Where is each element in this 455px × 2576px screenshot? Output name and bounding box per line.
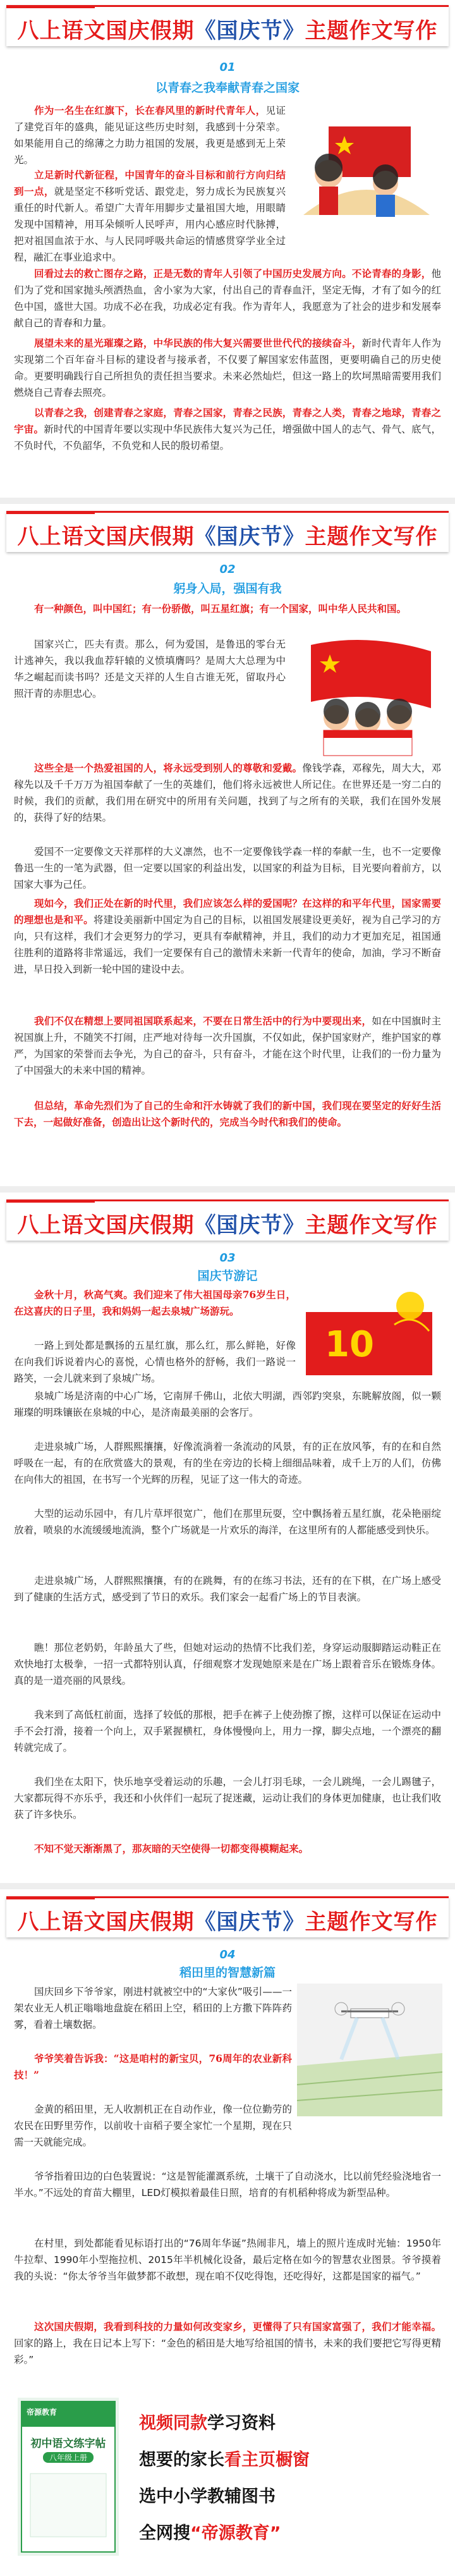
paragraph-highlight: 立足新时代新征程，中国青年的奋斗目标和前行方向归结到一点， xyxy=(14,169,286,197)
paragraph-body: 国庆回乡下爷爷家，刚进村就被空中的“大家伙”吸引——一架农业无人机正嗡嗡地盘旋在稻田上空，稻田的上方撒下阵阵药雾，看着土壤数据。 xyxy=(14,1986,292,2030)
essay-section-4 xyxy=(0,1891,455,2372)
paragraph-highlight: 以青春之我，创建青春之家庭，青春之国家，青春之民族，青春之人类，青春之地球，青春之宇宙。 xyxy=(14,407,441,435)
essay-paragraph xyxy=(14,1707,441,1756)
section-divider xyxy=(0,1186,455,1193)
paragraph-body: 金黄的稻田里，无人收割机正在自动作业，像一位位勤劳的农民在田野里劳作，以前收十亩稻子要全家忙一个星期，现在只需一天就能完成。 xyxy=(14,2104,292,2148)
drone-farm-illustration xyxy=(297,1984,442,2116)
banner-accent-bar xyxy=(6,5,95,8)
section-divider xyxy=(0,1883,455,1889)
paragraph-body: 回家的路上，我在日记本上写下：“金色的稻田是大地写给祖国的情书，未来的我们要把它写得更精彩。” xyxy=(14,2338,441,2365)
essay-paragraph xyxy=(14,1438,441,1488)
paragraph-body: 走进泉城广场，人群熙熙攘攘，好像流淌着一条流动的风景，有的正在放风筝，有的在和自然呼吸在一起，有的在欣赏盛大的景观，有的坐在旁边的长椅上细细品味着，成千上万的人们，仿佛在向伟大的祖国，在书写一个光辉的历程，见证了这一伟大的奇迹。 xyxy=(14,1441,441,1485)
banner-title xyxy=(6,13,449,44)
essay-paragraph xyxy=(14,760,441,826)
essay-paragraph xyxy=(14,167,286,266)
promo-text: 全网搜 xyxy=(139,2524,190,2543)
paragraph-highlight: 展望未来的星光璀璨之路，中华民族的伟大复兴需要世世代代的接续奋斗， xyxy=(34,337,362,349)
paragraph-body: 走进泉城广场，人群熙熙攘攘，有的在跳舞，有的在练习书法，还有的在下棋，在广场上感受到了健康的生活方式，感受到了节日的欢乐。我们家会一起看广场上的节目表演。 xyxy=(14,1575,441,1603)
banner-title-part-b: 《国庆节》 xyxy=(194,1910,305,1935)
paragraph-body: 像钱学森，邓稼先，周大大，邓稼先以及千千万万为祖国奉献了一生的英雄们，他们将永远被世人所记住。在世界还是一穷二白的时候，我们的贡献，我们用在研究中的所用有关问题，找到了与之所有的关联，我们在国外发展的，获得了好的结果。 xyxy=(14,763,441,823)
svg-text:10: 10 xyxy=(325,1324,374,1365)
paragraph-body: 一路上到处都是飘扬的五星红旗，那么红，那么鲜艳，好像在向我们诉说着内心的喜悦，心情也格外的舒畅，我们一路说一路笑，一会儿就来到了泉城广场。 xyxy=(14,1340,296,1384)
essay-paragraph xyxy=(14,1506,441,1538)
essay-number: 01 xyxy=(219,61,236,74)
banner-title-part-a: 八上语文国庆假期 xyxy=(17,524,195,549)
essay-section-2 xyxy=(0,506,455,1157)
paragraph-body: 他们为了党和国家抛头颅洒热血，舍小家为大家，付出自己的青春血汗，坚定无悔，才有了如今的红色中国，盛世大国。功成不必在我，功成必定有我。作为青年人，我愿意为了社会的进步和发展奉献自己的青春和力量。 xyxy=(14,268,441,329)
essay-paragraph xyxy=(14,843,441,893)
paragraph-body: 国家兴亡，匹夫有责。那么，何为爱国，是鲁迅的零台无计逃神矢，我以我血荐轩辕的义愤填膺吗？是周大大总理为中华之崛起而读书吗？还是文天祥的人生自古谁无死，留取丹心照汗青的赤胆忠心。 xyxy=(14,639,286,699)
paragraph-body: 我来到了高低杠前面，选择了较低的那根，把手在裤子上使劲擦了擦，这样可以保证在运动中手不会打滑，接着一个向上，双手紧握横杠，身体慢慢向上，用力一撑，脚尖点地，一个漂亮的翻转就完成了。 xyxy=(14,1709,441,1753)
essay-paragraph xyxy=(14,102,286,168)
essay-number: 04 xyxy=(219,1948,236,1961)
promo-text: 想要的家长 xyxy=(139,2450,224,2470)
essay-paragraph xyxy=(14,1774,441,1823)
section-banner xyxy=(6,1199,449,1241)
essay-section-3 xyxy=(0,1194,455,1903)
paragraph-body: 瞧！那位老奶奶，年龄虽大了些，但她对运动的热情不比我们差，身穿运动服脚踏运动鞋正在欢快地打太极拳，一招一式都特别认真，仔细观察才发现她原来是在广场上跟着音乐在锻炼身体。真的是一道亮丽的风景线。 xyxy=(14,1642,441,1686)
section-banner xyxy=(6,5,449,46)
essay-section-1 xyxy=(0,0,455,493)
banner-title xyxy=(6,1904,449,1935)
book-brand: 帝源教育 xyxy=(27,2408,58,2417)
paragraph-body: 我们坐在太阳下，快乐地享受着运动的乐趣，一会儿打羽毛球，一会儿跳绳，一会儿踢毽子，大家都玩得不亦乐乎，我还和小伙伴们一起玩了捉迷藏，运动让我们的身体更加健康，也让我们收获了许多快乐。 xyxy=(14,1776,441,1820)
banner-title-part-a: 八上语文国庆假期 xyxy=(17,1910,195,1935)
promo-highlight: 视频同款 xyxy=(139,2413,207,2433)
essay-paragraph xyxy=(14,2319,441,2368)
banner-title xyxy=(6,1208,449,1239)
promo-line-4 xyxy=(139,2519,281,2544)
book-grade: 八年级上册 xyxy=(43,2452,94,2463)
essay-paragraph xyxy=(14,1640,441,1689)
promo-text: 选中小学教辅图书 xyxy=(139,2487,276,2506)
paragraph-highlight: 这些全是一个热爱祖国的人，将永远受到别人的尊敬和爱戴。 xyxy=(34,762,303,774)
banner-title-part-c: 主题作文写作 xyxy=(305,1910,438,1935)
essay-subtitle: 国庆节游记 xyxy=(197,1269,258,1283)
national-day-illustration xyxy=(300,1287,439,1382)
flag-children-illustration xyxy=(292,632,444,759)
section-divider xyxy=(0,498,455,504)
paragraph-body: 新时代青年人作为实现第二个百年奋斗目标的建设者与接承者，不仅要了解国家宏伟蓝图，更要明确自己的历史使命。更要明确践行自己所担负的责任担当要求。未来必然灿烂，但这一路上的坎坷黑暗需要用我们燃烧自己青春去照亮。 xyxy=(14,338,441,398)
essay-paragraph xyxy=(14,895,441,978)
banner-title-part-c: 主题作文写作 xyxy=(305,1213,438,1238)
section-banner xyxy=(6,511,449,552)
essay-paragraph xyxy=(14,2235,441,2285)
paragraph-body: 新时代的中国青年要以实现中华民族伟大复兴为己任，增强做中国人的志气、骨气、底气，不负时代，不负韶华，不负党和人民的殷切希望。 xyxy=(14,424,441,451)
essay-paragraph xyxy=(14,2101,292,2150)
essay-paragraph xyxy=(14,1841,441,1857)
paragraph-highlight: 金秋十月，秋高气爽。我们迎来了伟大祖国母亲76岁生日，在这喜庆的日子里，我和妈妈一起去泉城广场游玩。 xyxy=(14,1289,296,1317)
paragraph-highlight: 这次国庆假期，我看到科技的力量如何改变家乡，更懂得了只有国家富强了，我们才能幸福。 xyxy=(34,2321,441,2333)
paragraph-body: 在村里，到处都能看见标语打出的“76周年华诞”热闹非凡，墙上的照片连成时光轴：1950年牛拉犁、1990年小型拖拉机、2015年半机械化设备，最后定格在如今的智慧农业图景。爷爷摸着我的头说：“你太爷爷当年做梦都不敢想，现在咱不仅吃得饱，还吃得好，这都是国家的福气。” xyxy=(14,2238,441,2282)
paragraph-highlight: 现如今，我们正处在新的时代里，我们应该怎么样的爱国呢？在这样的和平年代里，国家需要的理想也是和平。 xyxy=(14,897,441,926)
workbook-cover-image xyxy=(18,2398,119,2556)
paragraph-body: 大型的运动乐园中，有几片草坪很宽广，他们在那里玩耍，空中飘扬着五星红旗，花朵艳丽绽放着，喷泉的水流缓缓地流淌，整个广场就是一片欢乐的海洋，在这里所有的人都能感受到快乐。 xyxy=(14,1508,441,1536)
essay-subtitle: 稻田里的智慧新篇 xyxy=(179,1966,276,1980)
essay-paragraph xyxy=(14,405,441,454)
paragraph-body: 见证了建党百年的盛典，能见证这些历史时刻，我感到十分荣幸。如果能用自己的绵薄之力助力祖国的发展，我更是感到无上荣光。 xyxy=(14,105,286,166)
banner-title-part-a: 八上语文国庆假期 xyxy=(17,1213,195,1238)
paragraph-highlight: 但总结，革命先烈们为了自己的生命和汗水铸就了我们的新中国，我们现在要坚定的好好生活下去，一起做好准备，创造出让这个新时代的，完成当今时代和我们的使命。 xyxy=(14,1100,441,1128)
banner-title-part-a: 八上语文国庆假期 xyxy=(17,18,195,44)
essay-subtitle: 以青春之我奉献青春之国家 xyxy=(155,81,300,95)
essay-paragraph xyxy=(14,335,441,401)
section-banner xyxy=(6,1896,449,1937)
promo-line-3 xyxy=(139,2482,276,2507)
paragraph-highlight: 我们不仅在精想上要同祖国联系起来，不要在日常生活中的行为中要现出来， xyxy=(34,1015,372,1027)
essay-number: 03 xyxy=(219,1251,236,1265)
paragraph-body: 就是坚定不移听党话、跟党走，努力成长为民族复兴重任的时代新人。希望广大青年用脚步丈量祖国大地，用眼睛发现中国精神，用耳朵倾听人民呼声，用内心感应时代脉搏，把对祖国血浓于水、与人民同呼吸共命运的情感贯穿学业全过程，融汇在事业追求中。 xyxy=(14,186,286,263)
paragraph-body: 如在中国旗时主祝国旗上升，不随笑不打闹，庄严地对待每一次升国旗，不仅如此，保护国家财产，维护国家的尊严，为国家的荣誉而去争光，为自己的奋斗，只有奋斗，才能在这个时代里，让我们的一份力量为了中国强大的未来中国的精神。 xyxy=(14,1015,441,1076)
essay-paragraph xyxy=(14,1337,296,1387)
promo-line-2 xyxy=(139,2446,310,2470)
promo-text: 学习资料 xyxy=(207,2413,276,2433)
banner-accent-bar xyxy=(6,1199,95,1203)
essay-paragraph xyxy=(14,1013,441,1079)
essay-paragraph xyxy=(14,2168,441,2201)
banner-title-part-b: 《国庆节》 xyxy=(194,1213,305,1238)
book-title: 初中语文练字帖 xyxy=(30,2438,106,2450)
promo-highlight: 看主页橱窗 xyxy=(224,2450,310,2470)
essay-paragraph xyxy=(14,636,286,702)
paragraph-body: 爷爷指着田边的白色装置说：“这是智能灌溉系统，土壤干了自动浇水，比以前凭经验浇地省一半水。”不远处的育苗大棚里，LED灯模拟着最佳日照，培育的有机稻种将成为新型品种。 xyxy=(14,2171,441,2199)
paragraph-body: 泉城广场是济南的中心广场，它南屏千佛山，北依大明湖，西邻趵突泉，东眺解放阁，似一颗璀璨的明珠镶嵌在泉城的中心，是济南最美丽的会客厅。 xyxy=(14,1390,441,1418)
paragraph-highlight: 不知不觉天渐渐黑了，那灰暗的天空使得一切都变得模糊起来。 xyxy=(34,1843,309,1855)
paragraph-highlight: 有一种颜色，叫中国红；有一份骄傲，叫五星红旗；有一个国家，叫中华人民共和国。 xyxy=(34,603,407,615)
essay-paragraph xyxy=(14,601,441,617)
banner-title-part-c: 主题作文写作 xyxy=(305,524,438,549)
promo-highlight: “帝源教育” xyxy=(190,2524,281,2543)
essay-paragraph xyxy=(14,1388,441,1421)
banner-title-part-c: 主题作文写作 xyxy=(305,18,438,44)
paragraph-body: 爱国不一定要像文天祥那样的大义凛然，也不一定要像钱学森一样的奉献一生，也不一定要像鲁迅一生的一笔为武器，但一定要以国家的利益出发，以国家的利益为目标，目光要向着前方，以国家大事为己任。 xyxy=(14,846,441,890)
paragraph-highlight: 回看过去的救亡图存之路，正是无数的青年人引领了中国历史发展方向。不论青春的身影， xyxy=(34,267,432,279)
essay-subtitle: 躬身入局，强国有我 xyxy=(173,582,282,596)
essay-number: 02 xyxy=(219,563,236,576)
essay-paragraph xyxy=(14,2051,292,2083)
paragraph-body: 将建设美丽新中国定为自己的目标，以祖国发展建设更美好，视为自己学习的方向，只有这样，我们才会更努力的学习，更具有奉献精神，并且，我们的动力才更加充足，祖国通往胜利的道路将非常遥远，我们一定要保有自己的激情未来新一代青年的使命，加油，学习不断奋进，早日投入到新一轮中国的建设中去。 xyxy=(14,914,441,975)
paragraph-highlight: 爷爷笑着告诉我：“这是咱村的新宝贝，76周年的农业新科技！” xyxy=(14,2052,292,2081)
essay-paragraph xyxy=(14,1573,441,1605)
banner-accent-bar xyxy=(6,1896,95,1899)
banner-accent-bar xyxy=(6,511,95,514)
youth-illustration xyxy=(291,101,442,228)
essay-paragraph xyxy=(14,1098,441,1131)
essay-paragraph xyxy=(14,1287,296,1320)
essay-paragraph xyxy=(14,1984,292,2033)
banner-title-part-b: 《国庆节》 xyxy=(194,18,305,44)
essay-paragraph xyxy=(14,266,441,331)
banner-title-part-b: 《国庆节》 xyxy=(194,524,305,549)
paragraph-highlight: 作为一名生在红旗下，长在春风里的新时代青年人， xyxy=(34,104,266,116)
banner-title xyxy=(6,519,449,550)
promo-line-1 xyxy=(139,2409,276,2434)
